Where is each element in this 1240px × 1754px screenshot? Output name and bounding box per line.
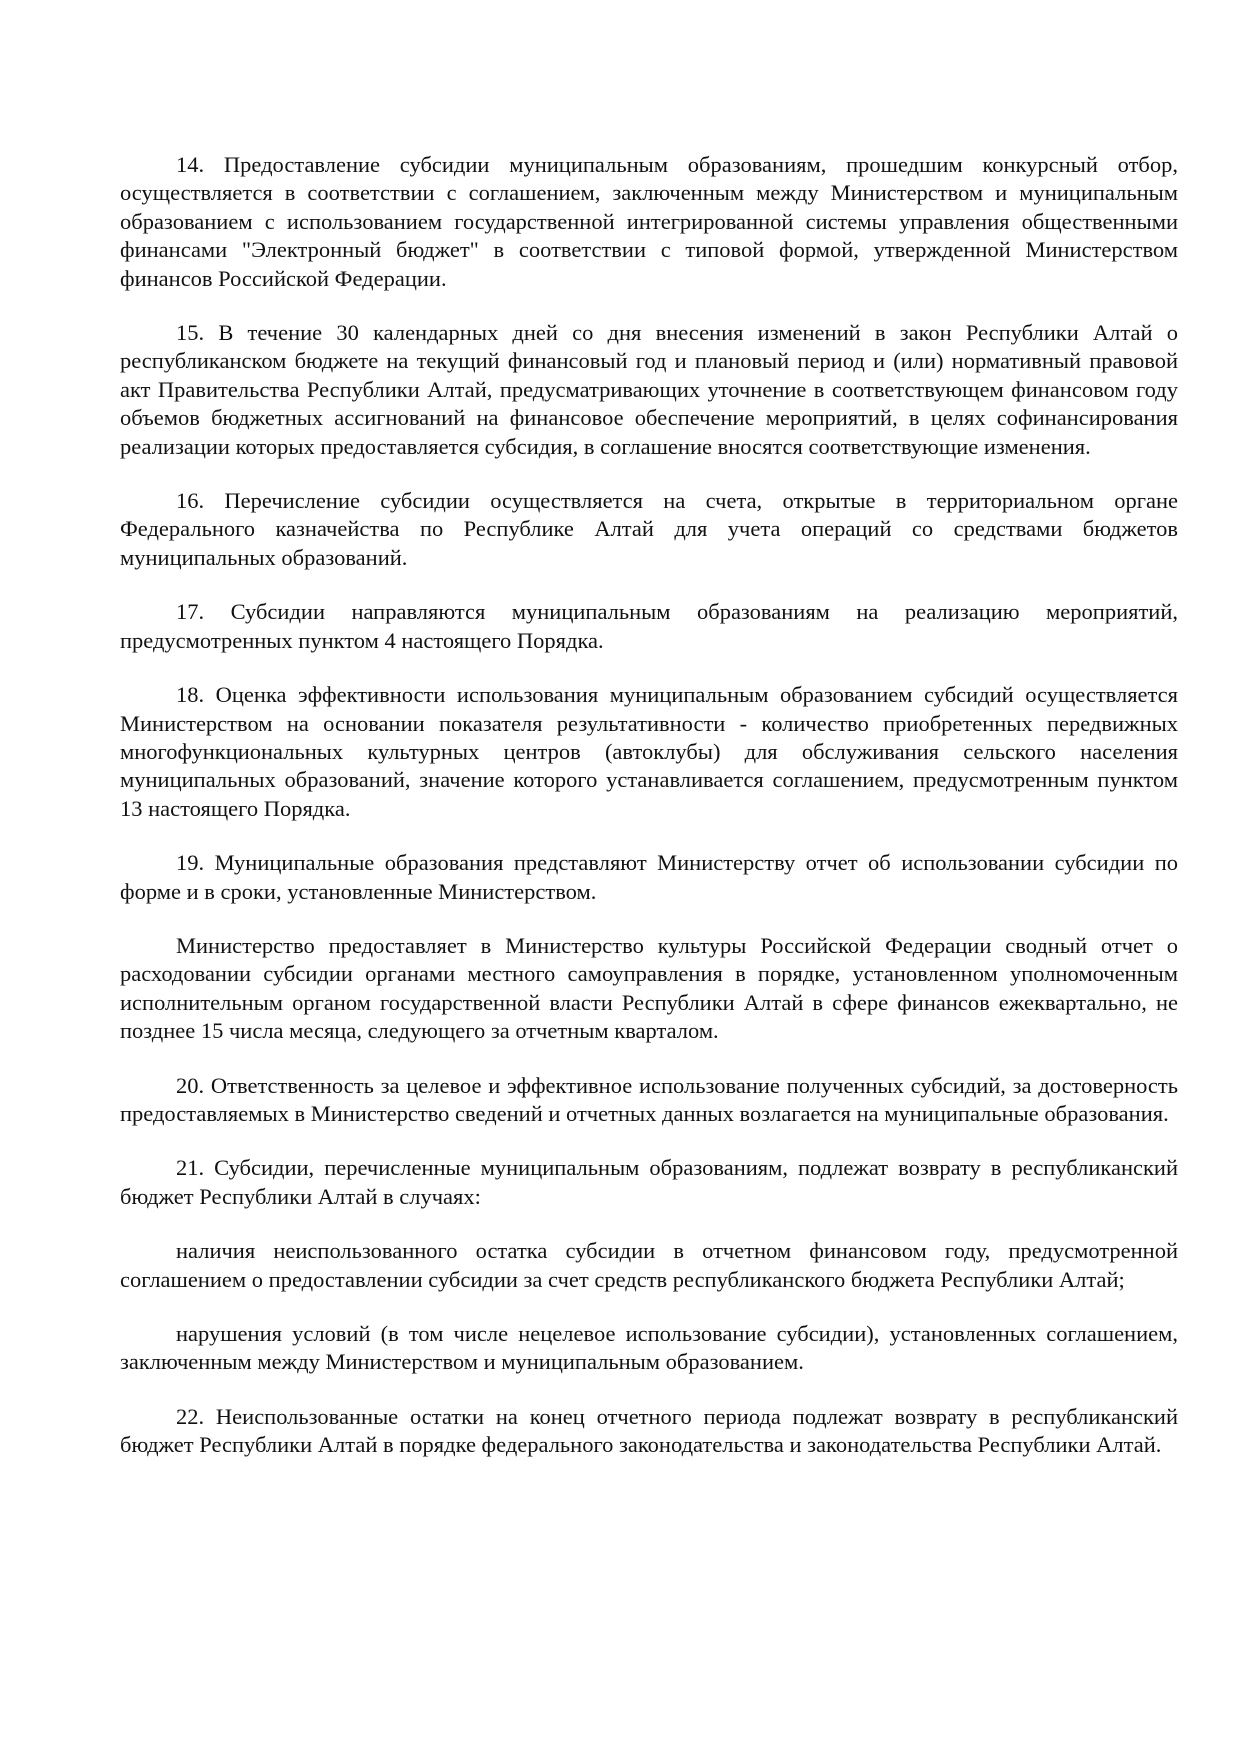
paragraph-18: 18. Оценка эффективности использования муниципальным образованием субсидий осуществляется Министерством на основании показателя результативности - количество приобретенных передвижных многофункциональных культурных центров (автоклубы) для обслуживания сельского населения муниципальных образований, значение которого устанавливается соглашением, предусмотренным пунктом 13 настоящего Порядка. — [120, 682, 1178, 821]
paragraph-15: 15. В течение 30 календарных дней со дня внесения изменений в закон Республики Алтай о республиканском бюджете на текущий финансовый год и плановый период и (или) нормативный правовой акт Правительства Республики Алтай, предусматривающих уточнение в соответствующем финансовом году объемов бюджетных ассигнований на финансовое обеспечение мероприятий, в целях софинансирования реализации которых предоставляется субсидия, в соглашение вносятся соответствующие изменения. — [120, 320, 1178, 459]
document-page — [120, 151, 1178, 1486]
paragraph-19-continued: Министерство предоставляет в Министерство культуры Российской Федерации сводный отчет о расходовании субсидии органами местного самоуправления в порядке, установленном уполномоченным исполнительным органом государственной власти Республики Алтай в сфере финансов ежеквартально, не позднее 15 числа месяца, следующего за отчетным кварталом. — [120, 932, 1178, 1044]
paragraph-21-case-1: наличия неиспользованного остатка субсидии в отчетном финансовом году, предусмотренной соглашением о предоставлении субсидии за счет средств республиканского бюджета Республики Алтай; — [120, 1238, 1178, 1292]
paragraph-20: 20. Ответственность за целевое и эффективное использование полученных субсидий, за достоверность предоставляемых в Министерство сведений и отчетных данных возлагается на муниципальные образования. — [120, 1072, 1178, 1126]
paragraph-21: 21. Субсидии, перечисленные муниципальным образованиям, подлежат возврату в республиканский бюджет Республики Алтай в случаях: — [120, 1155, 1178, 1209]
paragraph-17: 17. Субсидии направляются муниципальным образованиям на реализацию мероприятий, предусмотренных пунктом 4 настоящего Порядка. — [120, 599, 1178, 653]
paragraph-19: 19. Муниципальные образования представляют Министерству отчет об использовании субсидии по форме и в сроки, установленные Министерством. — [120, 850, 1178, 904]
paragraph-16: 16. Перечисление субсидии осуществляется на счета, открытые в территориальном органе Федерального казначейства по Республике Алтай для учета операций со средствами бюджетов муниципальных образований. — [120, 488, 1178, 570]
paragraph-21-case-2: нарушения условий (в том числе нецелевое использование субсидии), установленных соглашением, заключенным между Министерством и муниципальным образованием. — [120, 1321, 1178, 1375]
paragraph-14: 14. Предоставление субсидии муниципальным образованиям, прошедшим конкурсный отбор, осуществляется в соответствии с соглашением, заключенным между Министерством и муниципальным образованием с использованием государственной интегрированной системы управления общественными финансами "Электронный бюджет" в соответствии с типовой формой, утвержденной Министерством финансов Российской Федерации. — [120, 152, 1178, 291]
paragraph-22: 22. Неиспользованные остатки на конец отчетного периода подлежат возврату в республиканский бюджет Республики Алтай в порядке федерального законодательства и законодательства Республики Алтай. — [120, 1403, 1178, 1458]
